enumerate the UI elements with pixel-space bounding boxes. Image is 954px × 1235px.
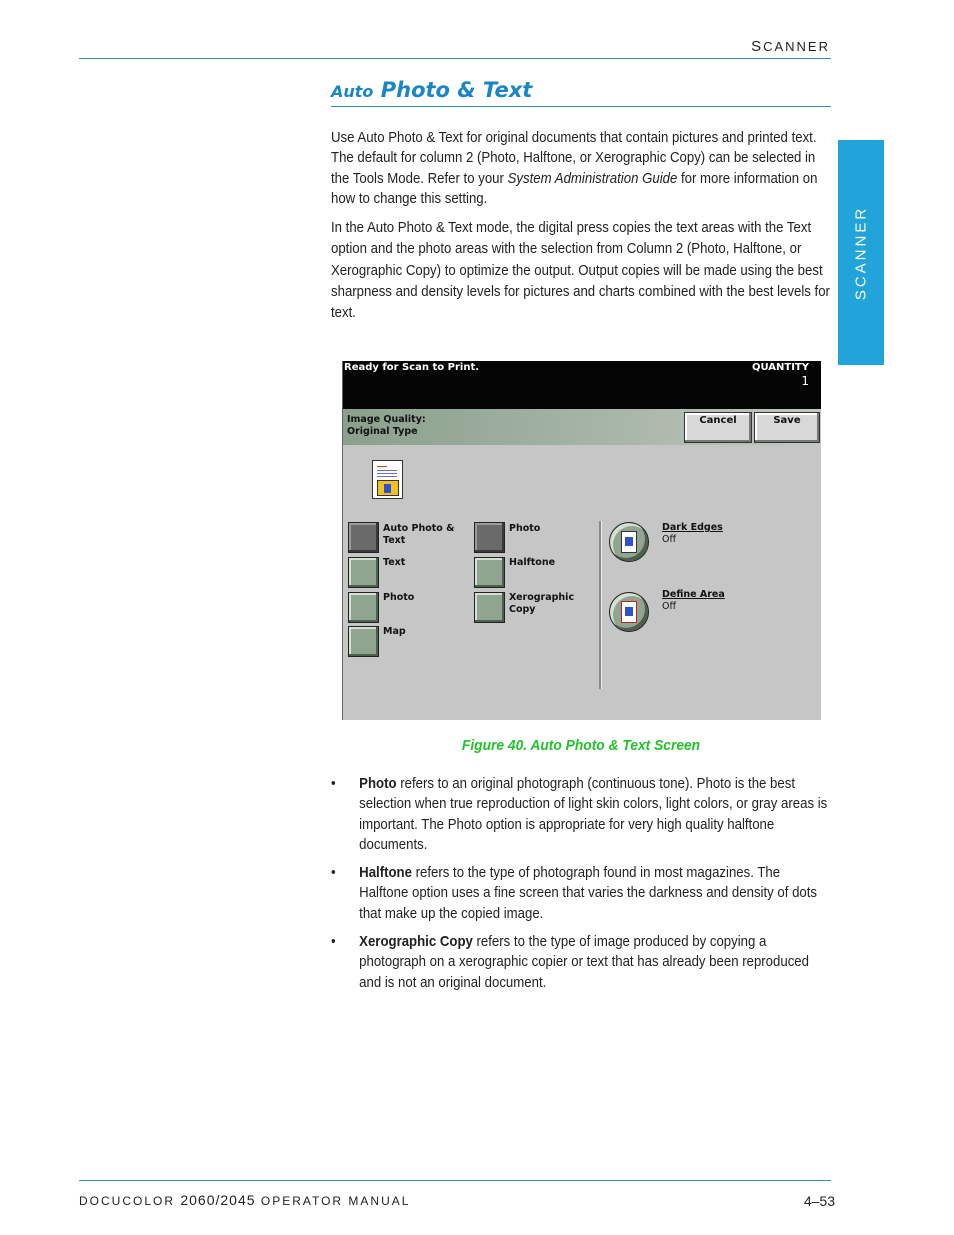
bullet-text: refers to the type of photograph found in most magazines. The Halftone option uses a fine screen that varies the darkness and density of dots that make up the copied image. [359,864,818,922]
mode-paragraph: In the Auto Photo & Text mode, the digital press copies the text areas with the Text option and the photo areas with the selection from Column 2 (Photo, Halftone, or Xerographic Copy) to optimize the output. Output copies will be made using the best sharpness and density levels for pictures and charts combined with the best levels for text. [331,219,830,322]
define-area-title: Define Area [662,589,725,600]
bullet-xerographic-copy [331,932,831,993]
screen-title-line-1: Image Quality: [347,414,426,425]
photo-type-option-label: Photo [509,523,541,534]
screen-title [347,414,426,438]
footer-rule [79,1180,831,1181]
footer-model: 2060/2045 [180,1192,256,1208]
dark-edges-button[interactable] [609,522,649,562]
quantity-value: 1 [801,374,809,388]
original-document-icon [372,460,403,499]
running-header-initial: S [751,38,764,55]
bullet-term: Photo [359,775,397,792]
text-option-button[interactable] [348,557,379,588]
bullet-term: Xerographic Copy [359,933,473,950]
section-title-auto: Auto [331,82,374,101]
running-header [751,38,830,55]
auto-photo-text-option-button[interactable] [348,522,379,553]
bullet-term: Halftone [359,864,412,881]
footer-brand: DOCUCOLOR [79,1194,181,1208]
xerographic-label-line-2: Copy [509,604,536,615]
bullet-dot: • [331,933,336,950]
bullet-text: refers to an original photograph (continuous tone). Photo is the best selection when true reproduction of light skin colors, light colors, or gray areas is important. The Photo option is appropriate for very high quality halftone documents. [359,775,828,853]
bullet-photo [331,774,831,855]
page-number: 4–53 [803,1193,835,1209]
xerographic-copy-option-button[interactable] [474,592,505,623]
screen-status-bar [343,361,821,409]
text-option-label: Text [383,557,406,568]
footer-manual-title [79,1192,410,1208]
quantity-label: QUANTITY [751,362,809,373]
xerographic-copy-option-label [509,592,574,616]
halftone-option-button[interactable] [474,557,505,588]
intro-paragraph [331,128,831,209]
header-rule [79,58,831,59]
map-option-button[interactable] [348,626,379,657]
bullet-dot: • [331,864,336,881]
dark-edges-title: Dark Edges [662,522,723,533]
intro-guide-ref: System Administration Guide [507,169,678,187]
dark-edges-icon [621,531,637,553]
section-title-rest: Photo & Text [373,78,533,102]
chapter-tab [838,140,884,365]
doc-line-icon [377,473,397,474]
auto-photo-text-label-line-2: Text [383,535,406,546]
figure-caption: Figure 40. Auto Photo & Text Screen [461,737,701,754]
xerographic-label-line-1: Xerographic [509,592,575,603]
bullet-text: refers to the type of image produced by copying a photograph on a xerographic copier or text that has already been reproduced and is not an original document. [359,933,809,991]
map-option-label: Map [383,626,406,637]
doc-line-icon [377,466,387,467]
define-area-value: Off [662,601,677,612]
section-title [331,78,532,102]
doc-line-icon [377,470,397,471]
chapter-tab-label: SCANNER [852,205,870,300]
define-area-icon [621,601,637,623]
cancel-button[interactable]: Cancel [684,412,752,443]
photo-option-label: Photo [383,592,415,603]
bullet-halftone [331,863,831,924]
doc-picture-icon [377,480,399,496]
bullet-dot: • [331,775,336,792]
screen-status-text: Ready for Scan to Print. [344,362,480,373]
dark-edges-label [662,522,723,546]
doc-line-icon [377,476,397,477]
running-header-rest: CANNER [763,39,830,54]
intro-text-2: for more information on how to change this setting. [331,169,818,207]
halftone-option-label: Halftone [509,557,556,568]
section-rule [331,106,831,107]
dark-edges-value: Off [662,534,677,545]
auto-photo-text-label-line-1: Auto Photo & [383,523,455,534]
auto-photo-text-option-label [383,523,454,547]
define-area-button[interactable] [609,592,649,632]
column-divider [599,521,602,689]
screen-title-line-2: Original Type [347,426,418,437]
define-area-label [662,589,725,613]
save-button[interactable]: Save [754,412,820,443]
footer-manual-name: OPERATOR MANUAL [255,1194,411,1208]
ui-screenshot-figure [342,361,821,720]
photo-type-option-button[interactable] [474,522,505,553]
intro-text-1: Use Auto Photo & Text for original documents that contain pictures and printed text. The default for column 2 (Photo, Halftone, or Xerographic Copy) can be selected in the Tools Mode. Refer to your [331,129,817,187]
photo-option-button[interactable] [348,592,379,623]
